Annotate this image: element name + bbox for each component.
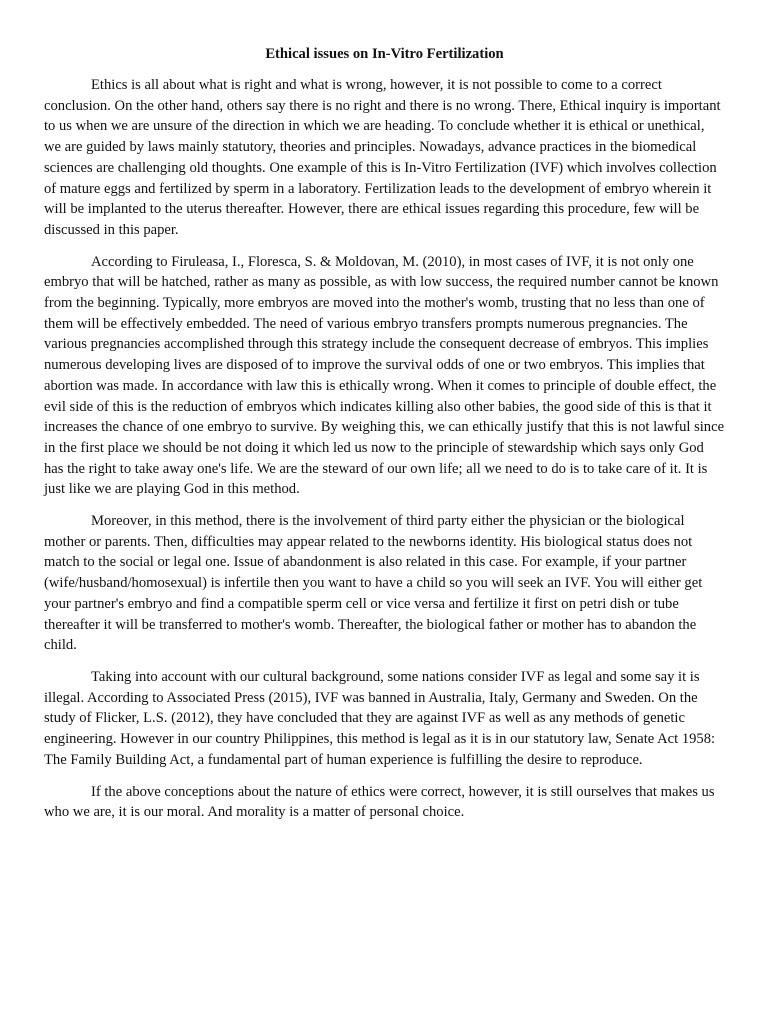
paragraph-embryo-reduction: According to Firuleasa, I., Floresca, S. & Moldovan, M. (2010), in most cases of IVF, it is not only one embryo that will be hatched, rather as many as possible, as with low success, the required number cannot be known from the beginning. Typically, more embryos are moved into the mother's womb, trusting that no less than one of them will be effectively embedded. The need of various embryo transfers prompts numerous pregnancies. The various pregnancies accomplished through this strategy include the consequent decrease of embryos. This implies numerous developing lives are disposed of to improve the survival odds of one or two embryos. This implies that abortion was made. In accordance with law this is ethically wrong. When it comes to principle of double effect, the evil side of this is the reduction of embryos which indicates killing also other babies, the good side of this is that it increases the chance of one embryo to survive. By weighing this, we can ethically justify that this is not lawful since in the first place we should be not doing it which led us now to the principle of stewardship which says only God has the right to take away one's life. We are the steward of our own life; all we need to do is to take care of it. It is just like we are playing God in this method. [44,253,725,498]
paragraph-conclusion: If the above conceptions about the nature of ethics were correct, however, it is still ourselves that makes us who we are, it is our moral. And morality is a matter of personal choice. [44,783,715,821]
paragraph-introduction: Ethics is all about what is right and what is wrong, however, it is not possible to come to a correct conclusion. On the other hand, others say there is no right and there is no wrong. There, Ethical inquiry is important to us when we are unsure of the direction in which we are heading. To conclude whether it is ethical or unethical, we are guided by laws mainly statutory, theories and principles. Nowadays, advance practices in the biomedical sciences are challenging old thoughts. One example of this is In-Vitro Fertilization (IVF) which involves collection of mature eggs and fertilized by sperm in a laboratory. Fertilization leads to the development of embryo wherein it will be implanted to the uterus thereafter. However, there are ethical issues regarding this procedure, few will be discussed in this paper. [44,77,721,238]
document-title: Ethical issues on In-Vitro Fertilization [265,46,504,62]
paragraph-third-party: Moreover, in this method, there is the involvement of third party either the physician or the biological mother or parents. Then, difficulties may appear related to the newborns identity. His biological status does not match to the social or legal one. Issue of abandonment is also related in this case. For example, if your partner (wife/husband/homosexual) is infertile then you want to have a child so you will seek an IVF. You will either get your partner's embryo and find a compatible sperm cell or vice versa and fertilize it first on petri dish or tube thereafter it will be transferred to mother's womb. Thereafter, the biological father or mother has to abandon the child. [44,513,703,654]
paragraph-cultural-background: Taking into account with our cultural background, some nations consider IVF as legal and some say it is illegal. According to Associated Press (2015), IVF was banned in Australia, Italy, Germany and Sweden. On the study of Flicker, L.S. (2012), they have concluded that they are against IVF as well as any methods of genetic engineering. However in our country Philippines, this method is legal as it is in our statutory law, Senate Act 1958: The Family Building Act, a fundamental part of human experience is fulfilling the desire to reproduce. [44,668,716,768]
